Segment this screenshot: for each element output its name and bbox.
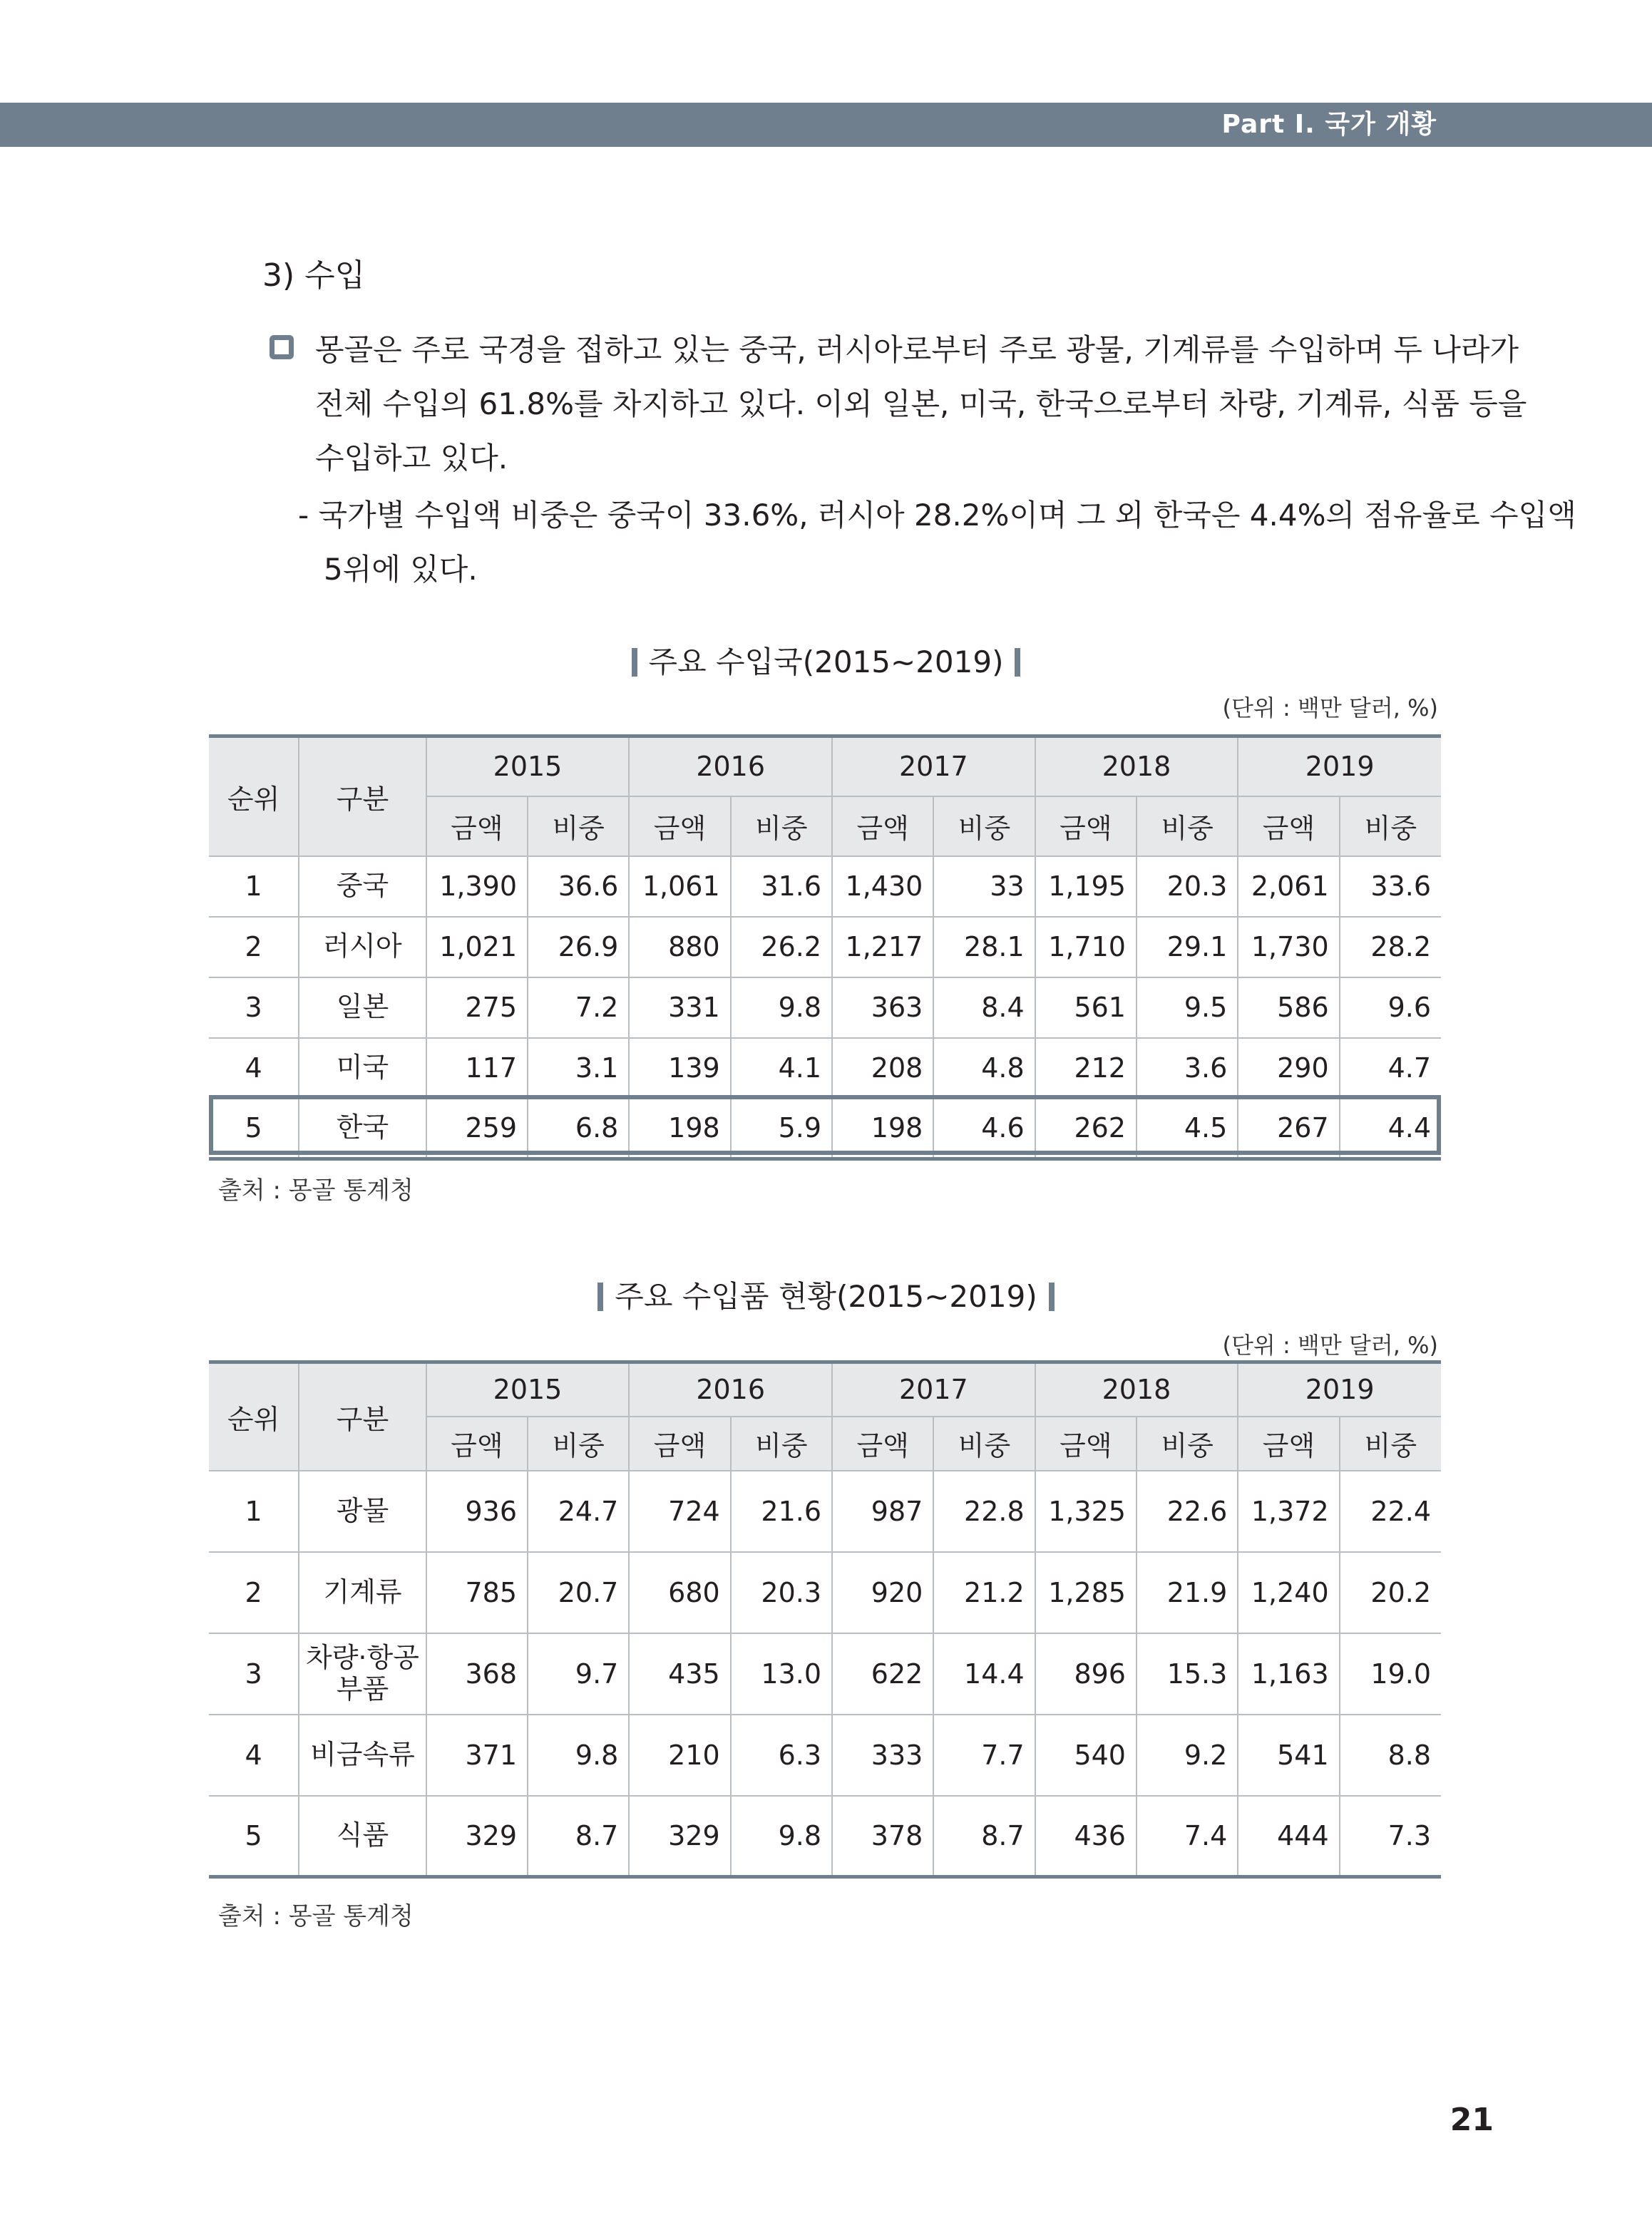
header-category: 구분 [299,1362,426,1471]
table-row [209,1633,1441,1715]
cell-share: 15.3 [1137,1633,1238,1715]
subheader-amount: 금액 [426,1417,528,1471]
cell-share: 8.7 [528,1796,629,1877]
cell-category: 차량·항공 부품 [299,1633,426,1715]
cell-amount: 198 [832,1099,933,1159]
cell-amount: 2,061 [1238,856,1339,917]
cell-share: 8.8 [1340,1715,1441,1796]
cell-amount: 1,285 [1035,1552,1137,1633]
header-year: 2019 [1238,1362,1441,1417]
table1-title-text: 주요 수입국(2015~2019) [648,644,1004,679]
cell-amount: 1,195 [1035,856,1137,917]
title-bar-right-icon [1049,1283,1055,1311]
header-rank: 순위 [209,1362,299,1471]
cell-amount: 1,390 [426,856,528,917]
table-row [209,1099,1441,1159]
cell-amount: 541 [1238,1715,1339,1796]
cell-category: 비금속류 [299,1715,426,1796]
cell-amount: 212 [1035,1038,1137,1099]
cell-amount: 368 [426,1633,528,1715]
cell-share: 5.9 [731,1099,832,1159]
cell-amount: 1,163 [1238,1633,1339,1715]
cell-amount: 444 [1238,1796,1339,1877]
cell-share: 21.2 [933,1552,1035,1633]
cell-share: 6.3 [731,1715,832,1796]
cell-amount: 1,372 [1238,1471,1339,1552]
cell-amount: 1,217 [832,917,933,977]
cell-amount: 275 [426,977,528,1038]
subheader-amount: 금액 [426,796,528,856]
cell-share: 4.5 [1137,1099,1238,1159]
cell-category: 미국 [299,1038,426,1099]
cell-share: 19.0 [1340,1633,1441,1715]
cell-rank: 4 [209,1715,299,1796]
header-year: 2019 [1238,736,1441,796]
cell-amount: 378 [832,1796,933,1877]
cell-amount: 262 [1035,1099,1137,1159]
table2-title [0,1273,1652,1316]
header-year: 2018 [1035,736,1238,796]
subheader-share: 비중 [1340,796,1441,856]
dash-line-2: 5위에 있다. [324,552,478,587]
cell-rank: 5 [209,1099,299,1159]
cell-amount: 540 [1035,1715,1137,1796]
cell-share: 7.2 [528,977,629,1038]
subheader-amount: 금액 [1035,1417,1137,1471]
header-bar [0,103,1652,147]
cell-amount: 210 [629,1715,730,1796]
title-bar-right-icon [1015,648,1020,677]
cell-amount: 622 [832,1633,933,1715]
subheader-amount: 금액 [1035,796,1137,856]
subheader-amount: 금액 [832,1417,933,1471]
cell-share: 24.7 [528,1471,629,1552]
cell-share: 20.3 [1137,856,1238,917]
table-row [209,856,1441,917]
cell-rank: 1 [209,856,299,917]
table-row [209,917,1441,977]
cell-amount: 1,021 [426,917,528,977]
table2-unit: (단위 : 백만 달러, %) [1222,1332,1438,1359]
header-rank: 순위 [209,736,299,856]
subheader-share: 비중 [1340,1417,1441,1471]
cell-share: 3.6 [1137,1038,1238,1099]
paragraph-line-3: 수입하고 있다. [315,441,508,476]
cell-share: 8.4 [933,977,1035,1038]
cell-amount: 436 [1035,1796,1137,1877]
subheader-amount: 금액 [832,796,933,856]
header-category: 구분 [299,736,426,856]
cell-category: 한국 [299,1099,426,1159]
table-row [209,1715,1441,1796]
cell-amount: 936 [426,1471,528,1552]
section-title: 3) 수입 [262,257,366,294]
subheader-amount: 금액 [1238,796,1339,856]
cell-share: 9.8 [528,1715,629,1796]
cell-share: 6.8 [528,1099,629,1159]
cell-share: 20.3 [731,1552,832,1633]
cell-rank: 1 [209,1471,299,1552]
title-bar-left-icon [632,648,637,677]
header-year: 2017 [832,1362,1035,1417]
cell-rank: 4 [209,1038,299,1099]
cell-amount: 435 [629,1633,730,1715]
cell-share: 9.7 [528,1633,629,1715]
cell-amount: 1,325 [1035,1471,1137,1552]
cell-share: 36.6 [528,856,629,917]
page-number: 21 [1450,2102,1494,2138]
table1-source: 출처 : 몽골 통계청 [218,1176,414,1205]
cell-rank: 2 [209,1552,299,1633]
cell-rank: 2 [209,917,299,977]
cell-share: 9.6 [1340,977,1441,1038]
subheader-share: 비중 [528,796,629,856]
header-part-title: Part Ⅰ. 국가 개황 [1221,110,1437,139]
cell-share: 20.7 [528,1552,629,1633]
subheader-share: 비중 [731,1417,832,1471]
cell-amount: 920 [832,1552,933,1633]
header-year: 2016 [629,736,832,796]
table2-source: 출처 : 몽골 통계청 [218,1902,414,1931]
cell-amount: 329 [426,1796,528,1877]
cell-share: 29.1 [1137,917,1238,977]
dash-line-1: - 국가별 수입액 비중은 중국이 33.6%, 러시아 28.2%이며 그 외 한국은 4.4%의 점유율로 수입액 [298,498,1576,533]
table-row [209,1552,1441,1633]
cell-amount: 139 [629,1038,730,1099]
cell-share: 22.6 [1137,1471,1238,1552]
cell-share: 14.4 [933,1633,1035,1715]
cell-amount: 586 [1238,977,1339,1038]
table-row [209,1471,1441,1552]
paragraph-line-1: 몽골은 주로 국경을 접하고 있는 중국, 러시아로부터 주로 광물, 기계류를 수입하며 두 나라가 [315,332,1519,367]
subheader-share: 비중 [1137,796,1238,856]
cell-amount: 1,710 [1035,917,1137,977]
table-row [209,1796,1441,1877]
cell-rank: 3 [209,1633,299,1715]
cell-amount: 1,430 [832,856,933,917]
cell-share: 9.5 [1137,977,1238,1038]
table-row [209,977,1441,1038]
cell-category: 식품 [299,1796,426,1877]
cell-share: 4.1 [731,1038,832,1099]
cell-share: 13.0 [731,1633,832,1715]
cell-category: 중국 [299,856,426,917]
cell-rank: 3 [209,977,299,1038]
subheader-share: 비중 [731,796,832,856]
cell-amount: 561 [1035,977,1137,1038]
import-items-table [209,1360,1441,1879]
cell-share: 7.7 [933,1715,1035,1796]
cell-category: 러시아 [299,917,426,977]
cell-share: 33 [933,856,1035,917]
cell-category: 일본 [299,977,426,1038]
cell-share: 8.7 [933,1796,1035,1877]
cell-category: 광물 [299,1471,426,1552]
cell-share: 31.6 [731,856,832,917]
cell-share: 33.6 [1340,856,1441,917]
cell-share: 4.4 [1340,1099,1441,1159]
cell-share: 22.4 [1340,1471,1441,1552]
cell-share: 4.7 [1340,1038,1441,1099]
cell-share: 3.1 [528,1038,629,1099]
cell-share: 9.2 [1137,1715,1238,1796]
cell-share: 21.6 [731,1471,832,1552]
table2-title-text: 주요 수입품 현황(2015~2019) [615,1279,1037,1314]
title-bar-left-icon [597,1283,603,1311]
checkbox-bullet-icon [270,335,294,359]
subheader-amount: 금액 [1238,1417,1339,1471]
cell-share: 7.3 [1340,1796,1441,1877]
cell-share: 20.2 [1340,1552,1441,1633]
cell-amount: 724 [629,1471,730,1552]
cell-share: 9.8 [731,1796,832,1877]
cell-rank: 5 [209,1796,299,1877]
cell-amount: 880 [629,917,730,977]
table1-title [0,639,1652,682]
header-year: 2015 [426,736,630,796]
cell-amount: 329 [629,1796,730,1877]
cell-share: 28.1 [933,917,1035,977]
subheader-share: 비중 [528,1417,629,1471]
cell-share: 26.9 [528,917,629,977]
cell-amount: 208 [832,1038,933,1099]
header-year: 2018 [1035,1362,1238,1417]
cell-amount: 785 [426,1552,528,1633]
cell-amount: 1,730 [1238,917,1339,977]
cell-share: 22.8 [933,1471,1035,1552]
header-year: 2016 [629,1362,832,1417]
subheader-share: 비중 [933,1417,1035,1471]
cell-share: 21.9 [1137,1552,1238,1633]
cell-share: 4.6 [933,1099,1035,1159]
cell-amount: 331 [629,977,730,1038]
table1-unit: (단위 : 백만 달러, %) [1222,694,1438,721]
cell-share: 9.8 [731,977,832,1038]
import-countries-table [209,734,1441,1161]
cell-amount: 290 [1238,1038,1339,1099]
subheader-amount: 금액 [629,1417,730,1471]
header-year: 2017 [832,736,1035,796]
subheader-share: 비중 [933,796,1035,856]
cell-amount: 117 [426,1038,528,1099]
cell-category: 기계류 [299,1552,426,1633]
cell-share: 26.2 [731,917,832,977]
cell-amount: 1,061 [629,856,730,917]
cell-amount: 267 [1238,1099,1339,1159]
cell-amount: 259 [426,1099,528,1159]
paragraph-line-2: 전체 수입의 61.8%를 차지하고 있다. 이외 일본, 미국, 한국으로부터 차량, 기계류, 식품 등을 [315,386,1527,421]
cell-amount: 371 [426,1715,528,1796]
cell-amount: 680 [629,1552,730,1633]
cell-amount: 198 [629,1099,730,1159]
cell-share: 4.8 [933,1038,1035,1099]
cell-amount: 363 [832,977,933,1038]
cell-amount: 987 [832,1471,933,1552]
table-row [209,1038,1441,1099]
cell-amount: 896 [1035,1633,1137,1715]
subheader-share: 비중 [1137,1417,1238,1471]
cell-share: 7.4 [1137,1796,1238,1877]
cell-amount: 1,240 [1238,1552,1339,1633]
subheader-amount: 금액 [629,796,730,856]
cell-amount: 333 [832,1715,933,1796]
header-year: 2015 [426,1362,630,1417]
cell-share: 28.2 [1340,917,1441,977]
